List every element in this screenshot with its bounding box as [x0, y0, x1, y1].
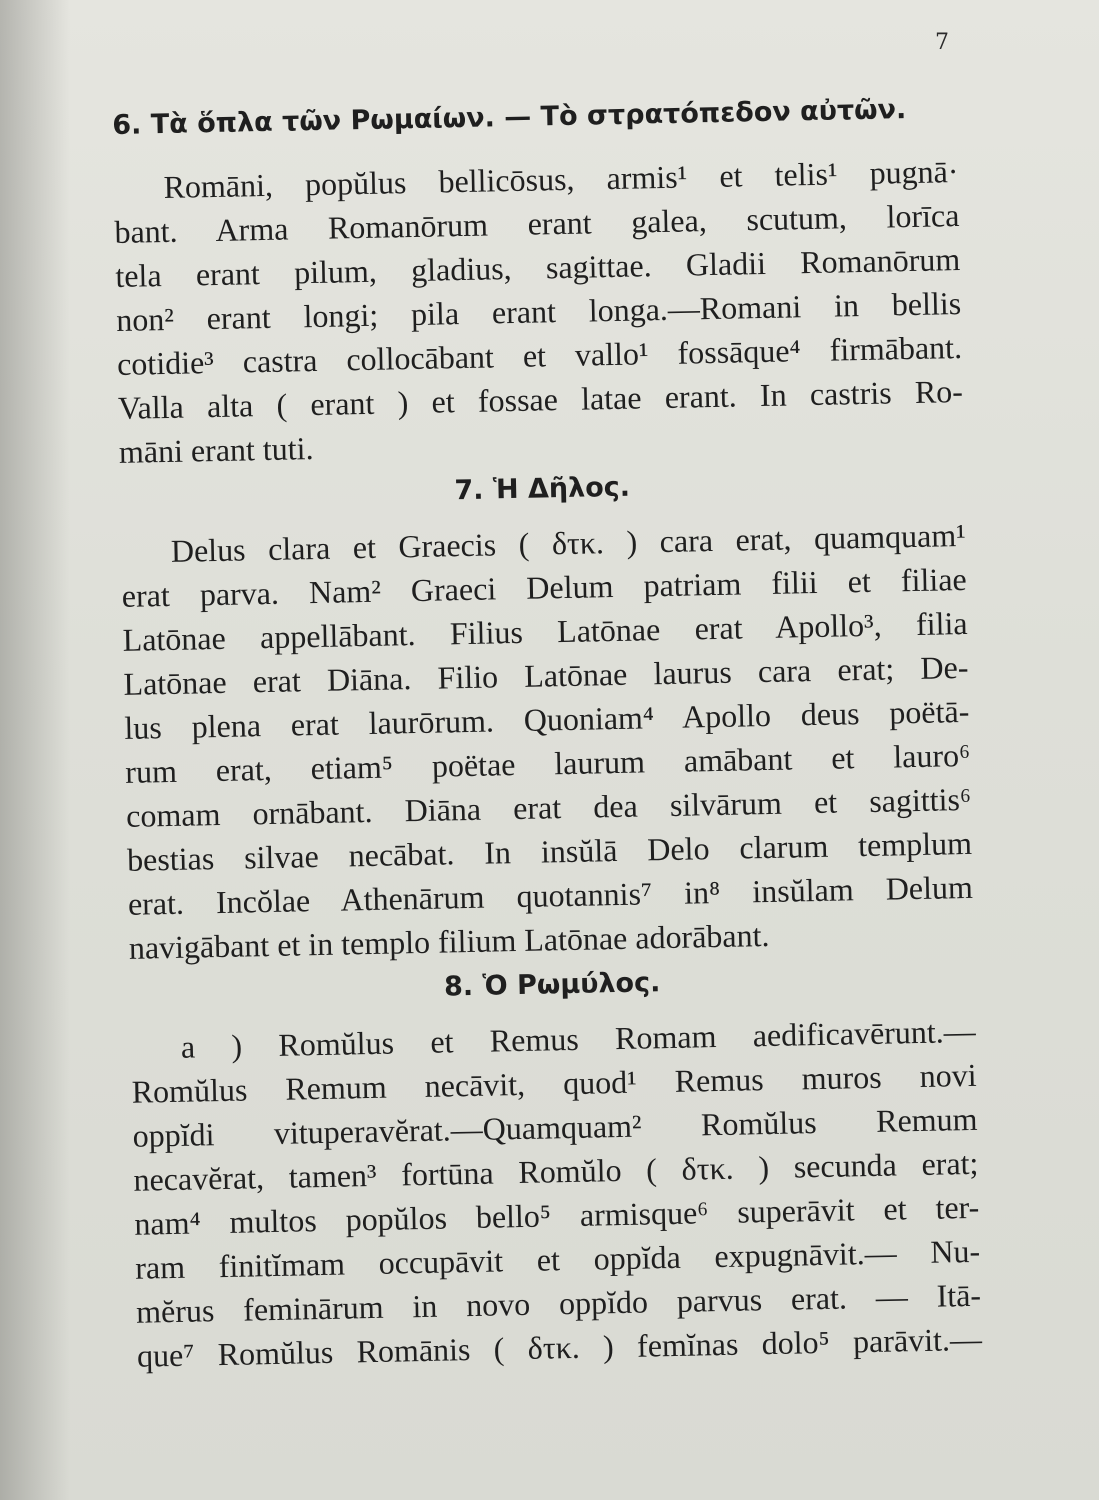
text-line: Delus clara et Graecis ( δτκ. ) cara erat, quamquam¹	[170, 516, 967, 569]
text-line: erat parva. Nam² Graeci Delum patriam filii et filiae	[121, 560, 967, 614]
section-8-paragraph	[130, 1009, 982, 1378]
binding-shadow	[0, 0, 70, 1500]
text-line: necavĕrat, tamen³ fortūna Romŭlo ( δτκ. ) secunda erat;	[133, 1144, 979, 1198]
page-number: 7	[935, 30, 949, 55]
text-line: mĕrus feminārum in novo oppĭdo parvus erat. — Itā-	[135, 1276, 982, 1330]
text-line: bant. Arma Romanōrum erant galea, scutum, lorīca	[114, 197, 960, 250]
text-line: Romāni, popŭlus bellicōsus, armis¹ et telis¹ pugnā·	[163, 153, 959, 205]
text-line: non² erant longi; pila erant longa.—Romani in bellis	[115, 285, 962, 338]
text-line: Latōnae erat Diāna. Filio Latōnae laurus cara erat; De-	[123, 648, 969, 702]
section-6-paragraph	[113, 149, 964, 474]
text-line: erat. Incŏlae Athenārum quotannis⁷ in⁸ insŭlam Delum	[127, 868, 974, 922]
text-line: que⁷ Romŭlus Romānis ( δτκ. ) femĭnas dolo⁵ parāvit.—	[136, 1320, 983, 1374]
text-line: ram finitĭmam occupāvit et oppĭda expugnāvit.— Nu-	[134, 1232, 981, 1286]
text-line: oppĭdi vituperavĕrat.—Quamquam² Romŭlus Remum	[132, 1100, 978, 1154]
section-8-heading: 8. Ὁ Ρωμύλος.	[443, 967, 661, 1003]
text-line: bestias silvae necābat. In insŭlā Delo clarum templum	[126, 824, 973, 878]
text-line: navigābant et in templo filium Latōnae adorābant.	[128, 916, 770, 966]
text-line: Romŭlus Remum necāvit, quod¹ Remus muros novi	[131, 1056, 977, 1110]
text-line: māni erant tuti.	[118, 430, 314, 470]
text-line: lus plena erat laurōrum. Quoniam⁴ Apollo deus poëtā-	[124, 692, 970, 746]
section-7-heading: 7. Ἡ Δῆλος.	[454, 471, 631, 507]
text-line: nam⁴ multos popŭlos bello⁵ armisque⁶ superāvit et ter-	[134, 1188, 980, 1242]
text-line: cotidie³ castra collocābant et vallo¹ fossāque⁴ firmābant.	[116, 328, 963, 382]
section-7-paragraph	[120, 513, 974, 970]
page-content	[112, 91, 982, 1378]
text-line: tela erant pilum, gladius, sagittae. Gladii Romanōrum	[115, 241, 961, 294]
text-line: a ) Romŭlus et Remus Romam aedificavērunt.—	[180, 1012, 977, 1065]
text-line: comam ornābant. Diāna erat dea silvārum et sagittis⁶	[125, 780, 972, 834]
text-line: Latōnae appellābant. Filius Latōnae erat Apollo³, filia	[122, 604, 968, 658]
text-line: rum erat, etiam⁵ poëtae laurum amābant et lauro⁶	[124, 736, 971, 790]
section-6-heading: 6. Τὰ ὅπλα τῶν Ρωμαίων. — Τὸ στρατόπεδον αὐτῶν.	[112, 94, 907, 141]
text-line: Valla alta ( erant ) et fossae latae erant. In castris Ro-	[117, 372, 964, 426]
